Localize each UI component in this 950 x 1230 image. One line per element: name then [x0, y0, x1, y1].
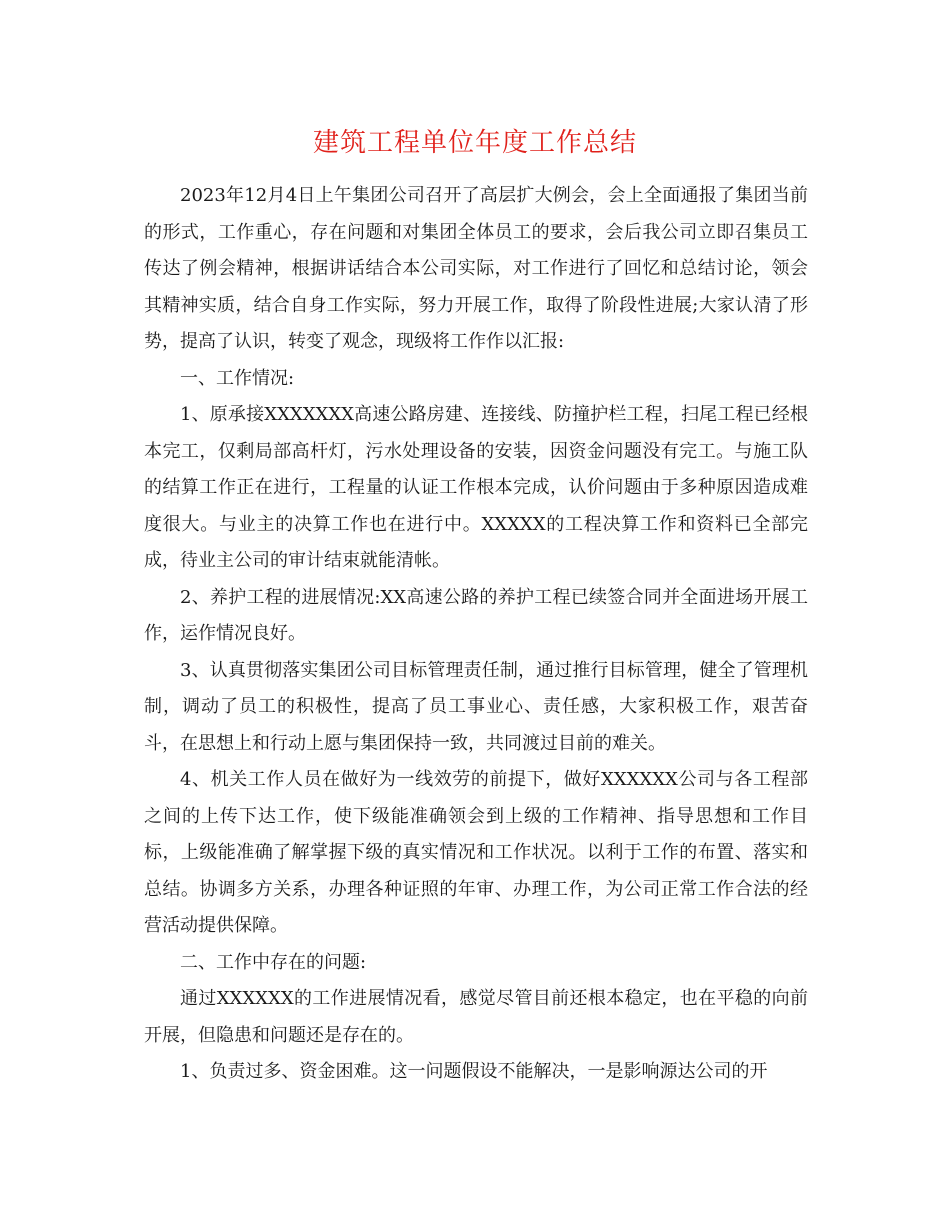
document-title: 建筑工程单位年度工作总结: [312, 128, 637, 158]
paragraph-problem-1: 1、负责过多、资金困难。这一问题假设不能解决，一是影响源达公司的开: [180, 1061, 768, 1082]
document-body: [144, 178, 808, 1091]
paragraph-item-3: 3、认真贯彻落实集团公司目标管理责任制，通过推行目标管理，健全了管理机制，调动了员工的积极性，提高了员工事业心、责任感，大家积极工作，艰苦奋斗，在思想上和行动上愿与集团保持一致，共同渡过目前的难关。: [144, 659, 808, 754]
paragraph-item-4: 4、机关工作人员在做好为一线效劳的前提下，做好XXXXXX公司与各工程部之间的上传下达工作，使下级能准确领会到上级的工作精神、指导思想和工作目标，上级能准确了解掌握下级的真实情况和工作状况。以利于工作的布置、落实和总结。协调多方关系，办理各种证照的年审、办理工作，为公司正常工作合法的经营活动提供保障。: [144, 769, 808, 936]
paragraph-problems-intro: 通过XXXXXX的工作进展情况看，感觉尽管目前还根本稳定，也在平稳的向前开展，但隐患和问题还是存在的。: [144, 988, 808, 1046]
section-heading-work-status: 一、工作情况:: [180, 367, 295, 389]
paragraph-intro: 2023年12月4日上午集团公司召开了高层扩大例会，会上全面通报了集团当前的形式，工作重心，存在问题和对集团全体员工的要求，会后我公司立即召集员工传达了例会精神，根据讲话结合本公司实际，对工作进行了回忆和总结讨论，领会其精神实质，结合自身工作实际，努力开展工作，取得了阶段性进展;大家认清了形势，提高了认识，转变了观念，现级将工作作以汇报:: [144, 185, 808, 352]
section-heading-problems: 二、工作中存在的问题:: [180, 951, 367, 973]
paragraph-item-2: 2、养护工程的进展情况:XX高速公路的养护工程已续签合同并全面进场开展工作，运作情况良好。: [144, 586, 808, 644]
paragraph-item-1: 1、原承接XXXXXXX高速公路房建、连接线、防撞护栏工程，扫尾工程已经根本完工，仅剩局部高杆灯，污水处理设备的安装，因资金问题没有完工。与施工队的结算工作正在进行，工程量的认证工作根本完成，认价问题由于多种原因造成难度很大。与业主的决算工作也在进行中。XXXXX的工程决算工作和资料已全部完成，待业主公司的审计结束就能清帐。: [144, 404, 808, 571]
